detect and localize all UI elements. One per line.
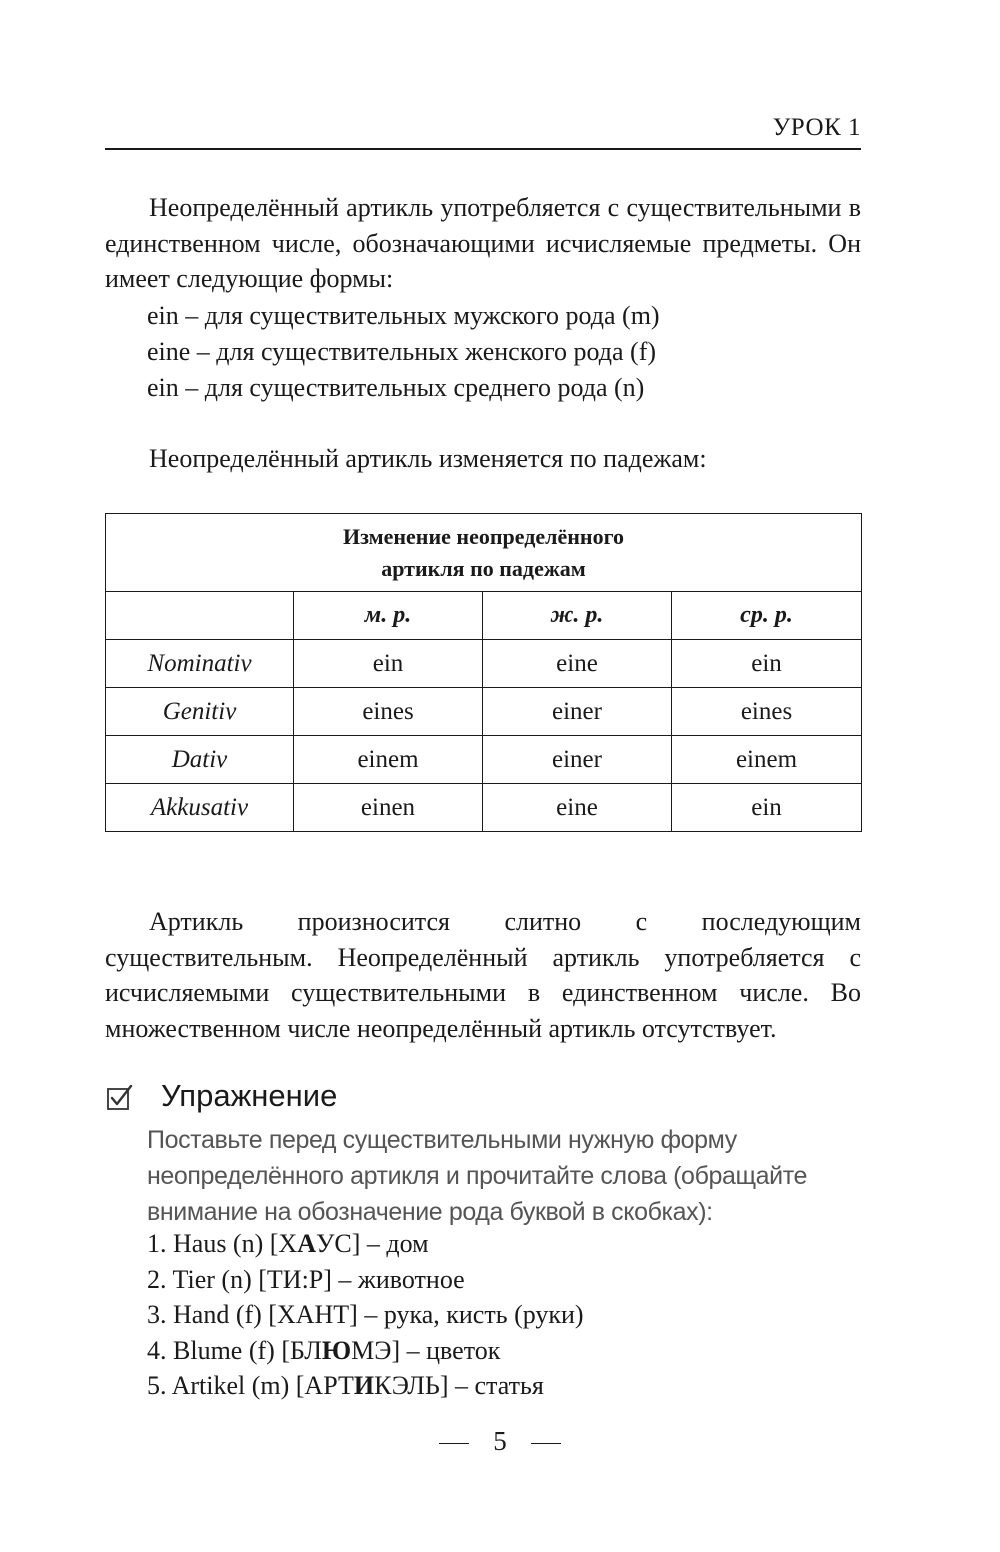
declension-intro-text: Неопределённый артикль изменяется по падежам:: [149, 444, 707, 473]
list-item: 5. Artikel (m) [АРТИКЭЛЬ] – статья: [147, 1371, 544, 1400]
column-header-feminine: ж. р.: [483, 592, 672, 640]
table-caption-line: Изменение неопределённого: [342, 523, 625, 549]
form-item: ein – для существительных среднего рода (n): [147, 373, 645, 402]
table-row: [106, 688, 862, 736]
table-caption: [106, 514, 862, 592]
list-item: 4. Blume (f) [БЛЮМЭ] – цветок: [147, 1335, 501, 1365]
declension-intro: [105, 441, 861, 477]
table-row: [106, 784, 862, 832]
list-item: 1. Haus (n) [ХАУС] – дом: [147, 1229, 429, 1258]
running-header: [105, 108, 861, 150]
case-name: Dativ: [106, 736, 294, 784]
table-cell: eine: [483, 784, 672, 832]
empty-header-cell: [106, 592, 294, 640]
note-text: Артикль произносится слитно с последующим существительным. Неопределённый артикль употребляется с исчисляемыми существительными в единственном числе. Во множественном числе неопределённый артикль отсутствует.: [105, 907, 861, 1043]
column-header-masculine: м. р.: [294, 592, 483, 640]
checkbox-checked-icon: [107, 1084, 133, 1110]
case-name: Genitiv: [106, 688, 294, 736]
table-header-row: [106, 592, 862, 640]
table-cell: eine: [483, 640, 672, 688]
form-item: ein – для существительных мужского рода (m): [147, 301, 660, 330]
column-header-neuter: ср. р.: [672, 592, 862, 640]
table-cell: ein: [294, 640, 483, 688]
table-cell: einem: [294, 736, 483, 784]
table-cell: eines: [294, 688, 483, 736]
table-cell: einer: [483, 688, 672, 736]
exercise-instruction: Поставьте перед существительными нужную форму неопределённого артикля и прочитайте слова (обращайте внимание на обозначение рода буквой в скобках):: [147, 1126, 808, 1226]
case-name: Nominativ: [106, 640, 294, 688]
word-list: [147, 1226, 584, 1404]
note-paragraph: [105, 904, 861, 1046]
page-number-footer: [0, 1426, 1000, 1457]
list-item: 3. Hand (f) [ХАНТ] – рука, кисть (руки): [147, 1300, 584, 1329]
table-caption-line: артикля по падежам: [381, 555, 586, 581]
table-cell: eines: [672, 688, 862, 736]
list-item: 2. Tier (n) [ТИ:Р] – животное: [147, 1264, 465, 1294]
table-row: [106, 736, 862, 784]
table-cell: einem: [672, 736, 862, 784]
form-item: eine – для существительных женского рода (f): [147, 337, 657, 366]
table-cell: ein: [672, 640, 862, 688]
table-cell: einen: [294, 784, 483, 832]
table-row: [106, 640, 862, 688]
exercise-title: Упражнение: [161, 1078, 338, 1113]
footer-dash: [531, 1443, 561, 1444]
intro-text: Неопределённый артикль употребляется с существительными в единственном числе, обозначающими исчисляемые предметы. Он имеет следующие формы:: [105, 193, 861, 293]
table-cell: einer: [483, 736, 672, 784]
article-forms-list: [147, 298, 660, 406]
declension-table: [105, 513, 862, 832]
table-cell: ein: [672, 784, 862, 832]
case-name: Akkusativ: [106, 784, 294, 832]
lesson-title: УРОК 1: [772, 114, 861, 141]
intro-paragraph: [105, 190, 861, 297]
footer-dash: [439, 1443, 469, 1444]
page-number: 5: [493, 1426, 507, 1456]
